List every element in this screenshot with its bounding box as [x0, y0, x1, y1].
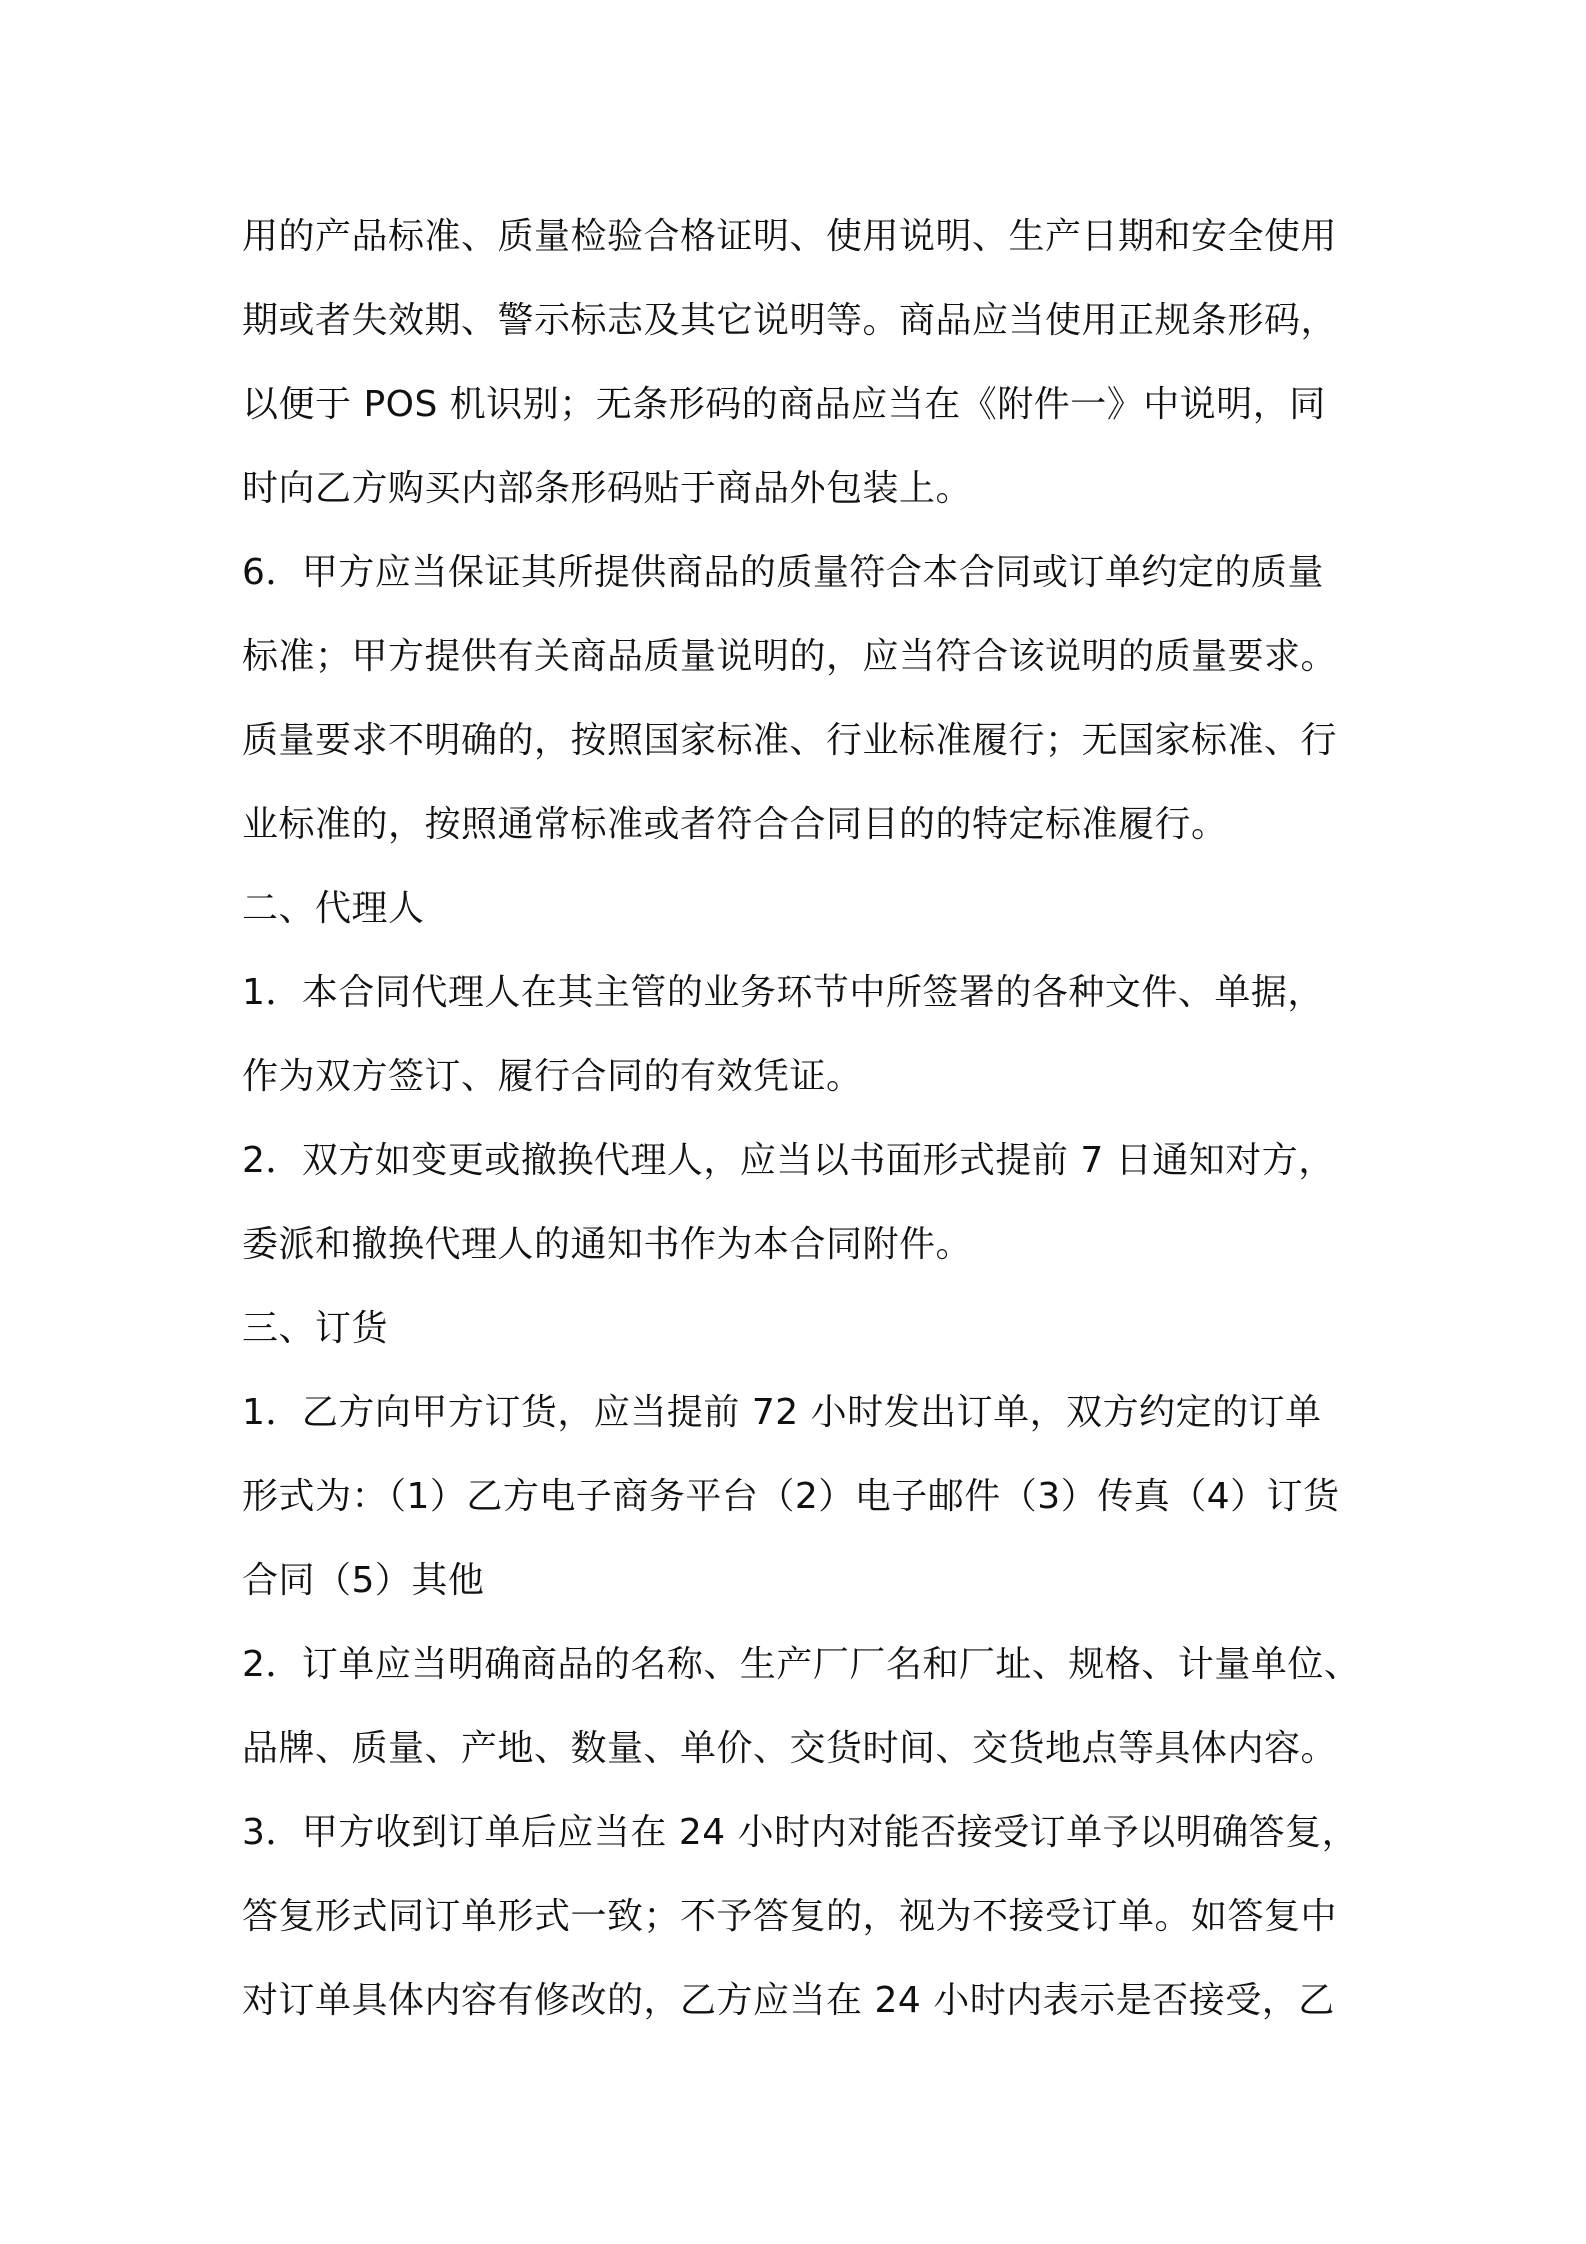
text-line: 质量要求不明确的，按照国家标准、行业标准履行；无国家标准、行: [242, 720, 1338, 761]
text-line: 1．本合同代理人在其主管的业务环节中所签署的各种文件、单据，: [242, 972, 1324, 1013]
text-line: 2．订单应当明确商品的名称、生产厂厂名和厂址、规格、计量单位、: [242, 1644, 1361, 1685]
text-line: 期或者失效期、警示标志及其它说明等。商品应当使用正规条形码，: [242, 300, 1338, 341]
text-line: 业标准的，按照通常标准或者符合合同目的的特定标准履行。: [242, 804, 1228, 845]
text-line: 品牌、质量、产地、数量、单价、交货时间、交货地点等具体内容。: [242, 1728, 1338, 1769]
text-line: 6．甲方应当保证其所提供商品的质量符合本合同或订单约定的质量: [242, 552, 1324, 593]
text-line: 标准；甲方提供有关商品质量说明的，应当符合该说明的质量要求。: [242, 636, 1338, 677]
section-heading: 三、订货: [242, 1308, 389, 1349]
text-line: 用的产品标准、质量检验合格证明、使用说明、生产日期和安全使用: [242, 216, 1338, 257]
section-heading: 二、代理人: [242, 888, 425, 929]
document-body: [242, 195, 1361, 2043]
text-line: 作为双方签订、履行合同的有效凭证。: [242, 1056, 863, 1097]
text-line: 对订单具体内容有修改的，乙方应当在 24 小时内表示是否接受，乙: [242, 1980, 1335, 2021]
text-line: 答复形式同订单形式一致；不予答复的，视为不接受订单。如答复中: [242, 1896, 1338, 1937]
text-line: 时向乙方购买内部条形码贴于商品外包装上。: [242, 468, 973, 509]
text-line: 2．双方如变更或撤换代理人，应当以书面形式提前 7 日通知对方，: [242, 1140, 1335, 1181]
text-line: 形式为：（1）乙方电子商务平台（2）电子邮件（3）传真（4）订货: [242, 1476, 1340, 1517]
text-line: 1．乙方向甲方订货，应当提前 72 小时发出订单，双方约定的订单: [242, 1392, 1322, 1433]
text-line: 委派和撤换代理人的通知书作为本合同附件。: [242, 1224, 973, 1265]
text-line: 3．甲方收到订单后应当在 24 小时内对能否接受订单予以明确答复，: [242, 1812, 1359, 1853]
text-line: 以便于 POS 机识别；无条形码的商品应当在《附件一》中说明，同: [242, 384, 1326, 425]
text-line: 合同（5）其他: [242, 1560, 485, 1601]
